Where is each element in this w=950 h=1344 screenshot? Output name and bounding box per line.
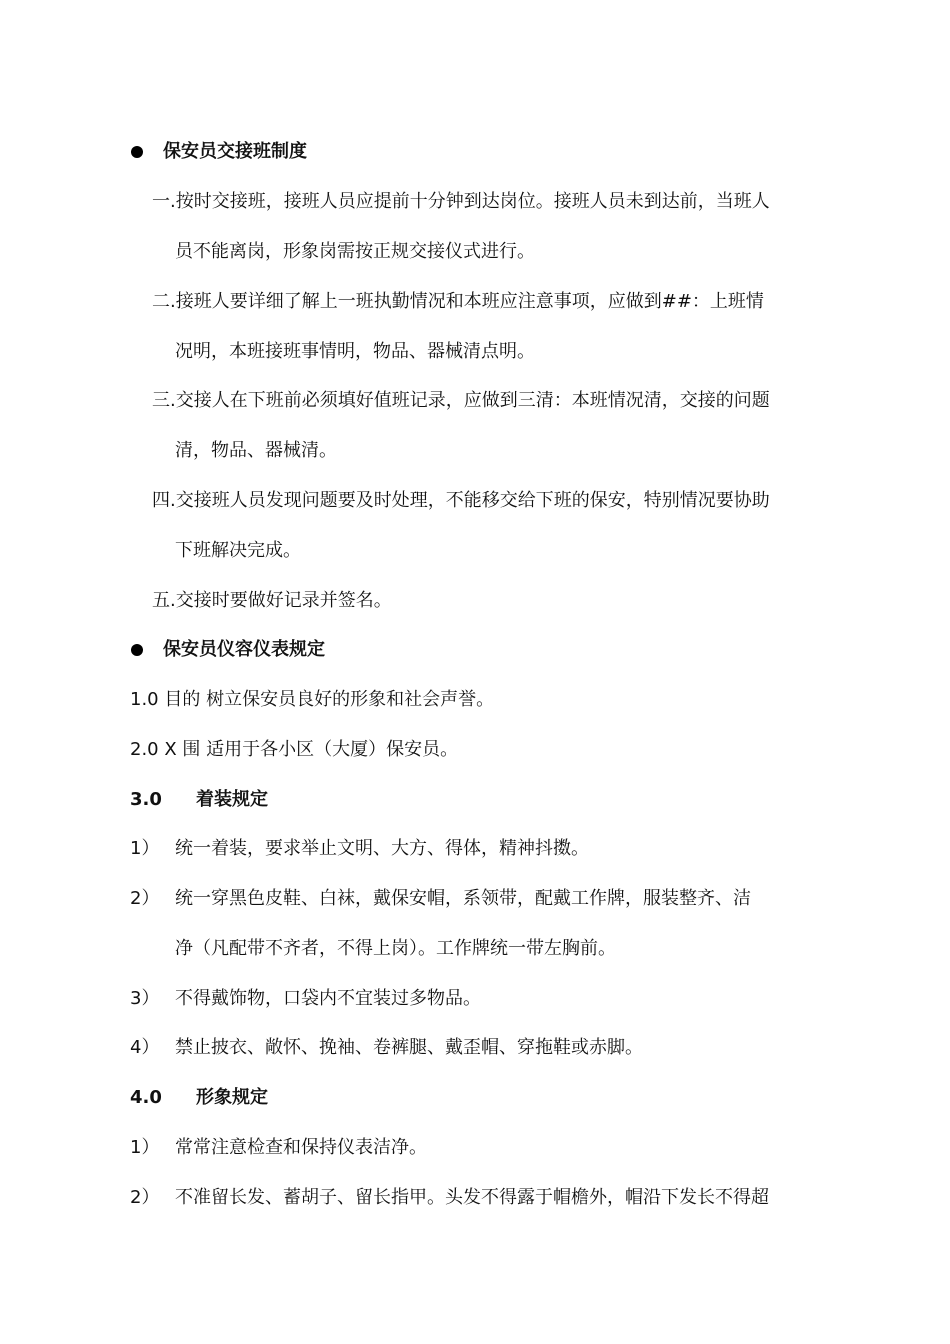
dress-item-text-cont: 净（凡配带不齐者，不得上岗）。工作牌统一带左胸前。 <box>175 938 616 959</box>
dress-item-number: 4） <box>130 1037 160 1058</box>
bullet-icon <box>131 146 143 158</box>
item-text: 按时交接班，接班人员应提前十分钟到达岗位。接班人员未到达前，当班人 <box>175 191 770 212</box>
dress-item-text: 统一穿黑色皮鞋、白袜，戴保安帽，系领带，配戴工作牌，服装整齐、洁 <box>175 888 751 909</box>
item-text: 交接人在下班前必须填好值班记录，应做到三清：本班情况清，交接的问题 <box>175 390 770 411</box>
item-number: 五. <box>152 590 176 611</box>
dress-item-text: 不得戴饰物，口袋内不宜装过多物品。 <box>175 988 481 1009</box>
bullet-icon <box>131 644 143 656</box>
section-title: 保安员仪容仪表规定 <box>163 639 325 660</box>
purpose-line: 1.0 目的 树立保安员良好的形象和社会声誉。 <box>130 689 495 710</box>
item-number: 一. <box>152 191 176 212</box>
dress-heading-number: 3.0 <box>130 789 162 810</box>
section-title: 保安员交接班制度 <box>163 141 307 162</box>
list-item-4-cont: 下班解决完成。 <box>175 540 301 561</box>
dress-item-text: 禁止披衣、敞怀、挽袖、卷裤腿、戴歪帽、穿拖鞋或赤脚。 <box>175 1037 643 1058</box>
image-item-text: 常常注意检查和保持仪表洁净。 <box>175 1137 427 1158</box>
image-item-number: 2） <box>130 1187 160 1208</box>
dress-item-text: 统一着装，要求举止文明、大方、得体，精神抖擞。 <box>175 838 589 859</box>
list-item-5 <box>152 589 392 613</box>
list-item-2-cont: 况明，本班接班事情明，物品、器械清点明。 <box>175 341 535 362</box>
list-item-1-cont: 员不能离岗，形象岗需按正规交接仪式进行。 <box>175 241 535 262</box>
item-text: 交接班人员发现问题要及时处理，不能移交给下班的保安，特别情况要协助 <box>175 490 770 511</box>
list-item-3 <box>152 389 770 413</box>
list-item-2 <box>152 290 764 314</box>
item-number: 三. <box>152 390 176 411</box>
list-item-1 <box>152 190 770 214</box>
list-item-4 <box>152 489 770 513</box>
dress-item-number: 1） <box>130 838 160 859</box>
item-text: 接班人要详细了解上一班执勤情况和本班应注意事项，应做到##：上班情 <box>175 291 764 312</box>
image-item-number: 1） <box>130 1137 160 1158</box>
item-number: 二. <box>152 291 176 312</box>
item-text: 交接时要做好记录并签名。 <box>175 590 392 611</box>
image-heading-title: 形象规定 <box>196 1087 268 1108</box>
dress-item-number: 2） <box>130 888 160 909</box>
dress-heading-title: 着装规定 <box>196 789 268 810</box>
image-item-text: 不准留长发、蓄胡子、留长指甲。头发不得露于帽檐外，帽沿下发长不得超 <box>175 1187 769 1208</box>
list-item-3-cont: 清，物品、器械清。 <box>175 440 337 461</box>
image-heading-number: 4.0 <box>130 1087 162 1108</box>
scope-line: 2.0 X 围 适用于各小区（大厦）保安员。 <box>130 739 459 760</box>
item-number: 四. <box>152 490 176 511</box>
dress-item-number: 3） <box>130 988 160 1009</box>
